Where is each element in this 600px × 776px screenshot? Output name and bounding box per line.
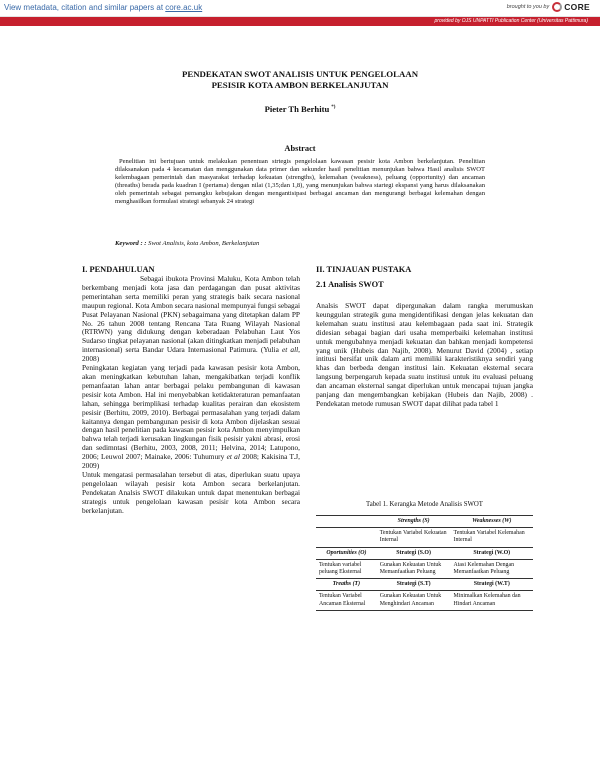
- paragraph-text: Sebagai ibukota Provinsi Maluku, Kota Ambon telah berkembang menjadi kota jasa dan perdagangan dan pusat aktivitas pemerintahan serta memiliki peran yang strategis baik secara nasional maupun regional. Kota Ambon secara nasional mempunyai fungsi sebagai Pusat Pelayanan Nasional (PKN) sebagaimana yang ditetapkan dalam PP No. 26 tahun 2008 tentang Rencana Tata Ruang Wilayah Nasional (RTRWN) yang didukung dengan keberadaan Pelabuhan Laut Yos Sudarso tingkat pelayanan nasional (akan ditingkatkan menjadi pelabuhan internasional) serta Bandar Udara Internasional Patimura. (Yulia: [82, 274, 301, 355]
- table-caption: Tabel 1. Kerangka Metode Analisis SWOT: [366, 501, 483, 508]
- table-cell: Atasi Kelemahan Dengan Memanfaatkan Peluang: [451, 559, 533, 578]
- core-logo-icon: [552, 2, 562, 12]
- paragraph: [82, 364, 300, 471]
- abstract-heading: Abstract: [284, 144, 316, 153]
- provided-by-bar: [0, 17, 600, 26]
- paper-author: [200, 104, 400, 114]
- core-metadata-link[interactable]: [4, 3, 202, 12]
- table-row: [316, 579, 533, 591]
- table-cell: Gunakan Kekuatan Untuk Memanfaatkan Peluang: [377, 559, 451, 578]
- table-row-label-threats: Treaths (T): [316, 579, 377, 591]
- core-site-link[interactable]: core.ac.uk: [165, 3, 203, 12]
- brought-by-text: brought to you by: [506, 4, 550, 10]
- section-heading-tinjauan: II. TINJAUAN PUSTAKA: [316, 265, 412, 274]
- table-cell: Tentukan Variabel Kekuatan Internal: [377, 528, 451, 547]
- core-banner: [0, 0, 600, 17]
- table-cell-empty: [316, 528, 377, 547]
- core-brand[interactable]: [507, 2, 590, 12]
- paragraph-tail: 2008; Kakisina T.J, 2009): [82, 452, 300, 471]
- table-cell-empty: [316, 516, 377, 528]
- subsection-heading-swot: 2.1 Analisis SWOT: [316, 280, 384, 289]
- paragraph: Analsis SWOT dapat dipergunakan dalam rangka merumuskan keunggulan strategik guna mengidentifikasi dengan jelas kekuatan dan kelemahan suatu institusi atau kelembagaan pada saat ini. Strategik didesian sebagai bagian dari usaha memperbaiki kelemahan institusi untuk mengubahnya menjadi kekuatan dan bahkan menjadi kompetensi yang unik (Hubeis dan Najib, 2008). Menurut David (2004) , setiap intitusi bersifat unik dalam arti memiliki karakteristiknya sendiri yang khas dan berbeda dengan institusi lain. Kekuatan eksternal secara langsung berpengaruh kepada suatu institusi untuk itu evaluasi peluang dan ancaman eksternal sangat diperlukan untuk mencapai tujuan jangka panjang dan mengembangkan kebijakan (Hubeis dan Najib, 2008) . Pendekatan metode rumusan SWOT dapat dilihat pada tabel 1: [316, 301, 533, 408]
- paragraph-text: Peningkatan kegiatan yang terjadi pada kawasan pesisir kota Ambon, akan meningkatkan kebutuhan lahan, mengakibatkan terjadi konflik pemanfaatan lahan antar berbagai pelaku pembangunan di kawasan pesisir kota Ambon. Hal ini menyebabkan ketidakteraturan pemanfaatan lahan, sehingga berimplikasi terhadap kualitas perairan dan ekosistem pesisir (Berhitu, 2009, 2010). Berbagai permasalahan yang terjadi dalam kaitannya dengan pembangunan pesisir di kota Ambon dijelaskan sesuai dengan hasil penelitian pada kawasan pesisir kota Ambon menyimpulkan bahwa telah terjadi kerusakan lingkungan fisik pesisir yakni abrasi, erosi dan sedimntasi (Berhitu, 2003, 2008, 2011; Helvina, 2014; Latupono, 2006; Leuwol 2007; Mainake, 2006: Tuhumury: [82, 363, 300, 462]
- core-metadata-text: View metadata, citation and similar papers at: [4, 3, 166, 12]
- keywords: [115, 240, 485, 247]
- table-row: [316, 591, 533, 610]
- table-cell: Gunakan Kekuatan Untuk Menghindari Ancaman: [377, 591, 451, 610]
- table-row: [316, 559, 533, 578]
- table-row-label-opportunities: Oportunities (O): [316, 547, 377, 559]
- keywords-separator: : :: [138, 240, 149, 247]
- paragraph: [82, 275, 300, 364]
- table-cell-strategy-st: Strategi (S.T): [377, 579, 451, 591]
- table-cell: Tentukan Variabel Ancaman Eksternal: [316, 591, 377, 610]
- left-column: [82, 264, 300, 515]
- paragraph: Untuk mengatasi permasalahan tersebut di atas, diperlukan suatu upaya pengelolaan wilayah pesisir kota Ambon secara berkelanjutan. Pendekatan Analsis SWOT dilakukan untuk dapat menentukan berbagai strategis untuk pengelolaan kawasan pesisir kota Ambon secara berkelanjutan.: [82, 469, 300, 515]
- table-cell-strategy-wo: Strategi (W.O): [451, 547, 533, 559]
- provided-by-text[interactable]: provided by OJS UNPATTI Publication Center (Universitas Pattimura): [434, 18, 588, 24]
- paragraph-italic: et al: [226, 452, 240, 462]
- keywords-text: Swot Analisis, kota Ambon, Berkelanjutan: [148, 240, 260, 247]
- author-mark: *): [331, 105, 336, 111]
- paragraph-italic: et all: [281, 345, 299, 355]
- table-row: [316, 547, 533, 559]
- author-name: Pieter Th Berhitu: [264, 104, 330, 114]
- abstract-body: Penelitian ini bertujuan untuk melakukan penentuan strtegis pengelolaan kawasan pesisir kota Ambon berkelanjutan. Penelitian dilaksanakan pada 4 kecamatan dan menggunakan data primer dan sekunder hasil penelitian menunjukan bahwa Hasil analisis SWOT kelembagaan pemerintah dan masyarakat terhadap kekuatan (strengths), kelemahan (weakness), peluang (opportunity) dan ancaman (threaths) berada pada kuadran I (pertama) dengan nilai (1,35;dan 1,8), yang menunjukan bahwa startegi ekspansi yang harus dilaksanakan oleh pemerintah sebagai pemangku kebujakan dengan mengantisipasi berbagai ancaman dan mengurangi berbagai kelemahan dengan menghasilkan formulasi strategi sebanyak 24 strategi: [115, 158, 485, 206]
- section-heading-pendahuluan: I. PENDAHULUAN: [82, 265, 155, 274]
- table-cell: Tentukan Variabel Kelemahan Internal: [451, 528, 533, 547]
- swot-table: [316, 515, 533, 611]
- right-column: [316, 264, 533, 409]
- table-header-strengths: Strengths (S): [377, 516, 451, 528]
- table-header-row: [316, 516, 533, 528]
- table-row: [316, 528, 533, 547]
- table-cell: Minimalkan Kelemahan dan Hindari Ancaman: [451, 591, 533, 610]
- core-brand-name: CORE: [564, 2, 590, 12]
- table-cell: Tentukan variabel peluang Eksternal: [316, 559, 377, 578]
- keywords-label: Keyword: [115, 240, 139, 247]
- paragraph-tail: , 2008): [82, 345, 300, 364]
- table-cell-strategy-so: Strategi (S.O): [377, 547, 451, 559]
- paper-title: [90, 69, 510, 91]
- table-header-weaknesses: Weaknesses (W): [451, 516, 533, 528]
- paper-title-line1: PENDEKATAN SWOT ANALISIS UNTUK PENGELOLAAN: [181, 69, 419, 79]
- paper-title-line2: PESISIR KOTA AMBON BERKELANJUTAN: [211, 80, 389, 90]
- table-cell-strategy-wt: Strategi (W.T): [451, 579, 533, 591]
